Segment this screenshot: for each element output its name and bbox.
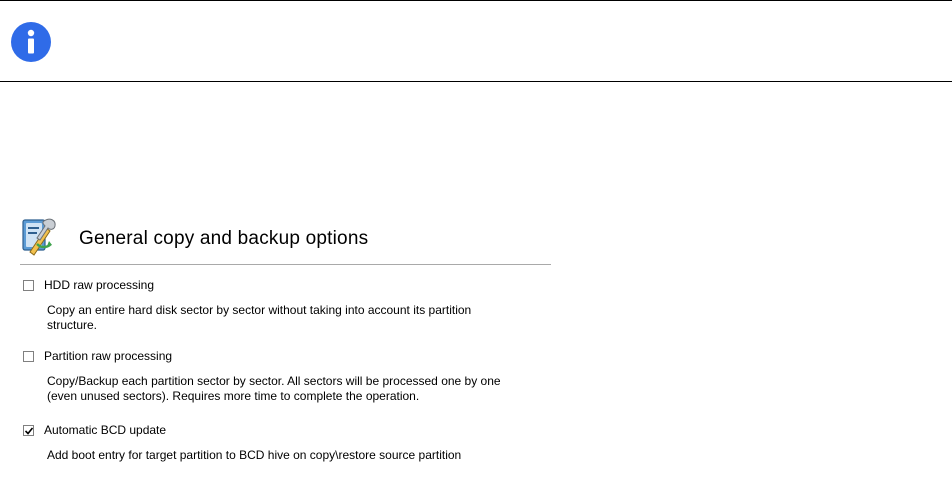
- section-title: General copy and backup options: [79, 228, 369, 249]
- checkmark-icon: [25, 427, 33, 435]
- automatic-bcd-label[interactable]: Automatic BCD update: [44, 423, 167, 437]
- general-copy-backup-panel: [20, 214, 551, 462]
- partition-raw-checkbox[interactable]: [23, 351, 34, 362]
- copy-backup-options-icon: [20, 214, 64, 258]
- partition-raw-label[interactable]: Partition raw processing: [44, 349, 173, 363]
- automatic-bcd-checkbox[interactable]: [23, 425, 34, 436]
- option-partition-raw: [20, 349, 551, 403]
- option-hdd-raw: [20, 278, 551, 332]
- automatic-bcd-description: [47, 448, 527, 463]
- section-header: [20, 214, 551, 265]
- info-note-box: [0, 0, 952, 82]
- hdd-raw-desc-line2: structure.: [47, 318, 98, 332]
- option-automatic-bcd: [20, 423, 551, 462]
- hdd-raw-description: [47, 303, 527, 333]
- hdd-raw-checkbox[interactable]: [23, 280, 34, 291]
- automatic-bcd-desc-line1: Add boot entry for target partition to BCD hive on copy\restore source partition: [47, 448, 462, 462]
- partition-raw-desc-line1: Copy/Backup each partition sector by sector. All sectors will be processed one by one: [47, 374, 501, 388]
- info-icon: [10, 21, 52, 63]
- hdd-raw-label[interactable]: HDD raw processing: [44, 278, 155, 292]
- hdd-raw-desc-line1: Copy an entire hard disk sector by sector without taking into account its partition: [47, 303, 472, 317]
- partition-raw-desc-line2: (even unused sectors). Requires more time to complete the operation.: [47, 389, 420, 403]
- partition-raw-description: [47, 374, 527, 404]
